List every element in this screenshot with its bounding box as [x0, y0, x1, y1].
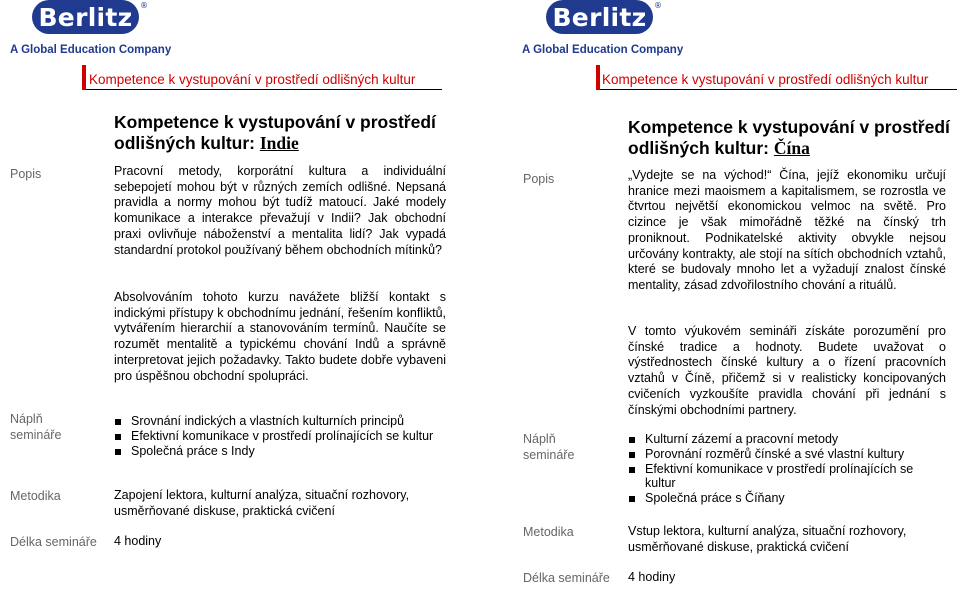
label-metodika: Metodika: [10, 489, 61, 503]
header-underline: [600, 89, 957, 90]
list-item: Porovnání rozměrů čínské a své vlastní kultury: [628, 447, 946, 462]
list-item: Kulturní zázemí a pracovní metody: [628, 432, 946, 447]
berlitz-logo: Berlitz: [546, 0, 653, 34]
label-popis: Popis: [10, 167, 42, 181]
napln-list: [114, 414, 440, 458]
popis-paragraph-2: Absolvováním tohoto kurzu navážete bližší kontakt s indickými přístupy k obchodnímu jednání, řešením konfliktů, vytvářením hierarchií a stanovováním termínů. Naučíte se rozumět mentalitě a typickému chování Indů a správně interpretovat jejich požadavky. Takto budete dobře vybaveni pro úspěšnou obchodní spolupráci.: [114, 290, 446, 383]
label-metodika: Metodika: [523, 525, 574, 539]
list-item: Společná práce s Číňany: [628, 491, 946, 506]
popis-paragraph-1: Pracovní metody, korporátní kultura a individuální sebepojetí mohou být v různých zemích odlišné. Nepsaná pravidla a normy mohou být tudíž matoucí. Jaké modely komunikace a interakce převažují v Indii? Jak obchodní praxi ovlivňuje náboženství a mentalita lidí? Jak vypadá standardní protokol používaný během obchodních mítinků?: [114, 164, 446, 257]
course-country: Čína: [773, 138, 810, 158]
label-napln: Náplň semináře: [523, 432, 575, 462]
metodika-text: Zapojení lektora, kulturní analýza, situační rozhovory, usměrňované diskuse, praktická cvičení: [114, 488, 410, 518]
delka-value: 4 hodiny: [628, 570, 676, 584]
course-title: Kompetence k vystupování v prostředí odlišných kultur: Čína: [628, 117, 950, 158]
list-item: Společná práce s Indy: [114, 444, 440, 459]
popis-paragraph-1: „Vydejte se na východ!“ Čína, jejíž ekonomiku určují hranice mezi maoismem a kapitalismem, se rozrostla ve čtvrtou největší ekonomickou velmoc na světě. Pro cizince je však mimořádně těžké na čínský trh proniknout. Podnikatelské aktivity obvykle nejsou určovány kontrakty, ale stojí na sítích obchodních vztahů, které se budovaly mnoho let a vyžadují znalost čínské mentality, zásad zdvořilostního chování a rituálů.: [628, 168, 946, 292]
list-item: Efektivní komunikace v prostředí prolínajících se kultur: [628, 462, 946, 492]
header-title: Kompetence k vystupování v prostředí odlišných kultur: [89, 72, 416, 87]
label-delka: Délka semináře: [523, 571, 610, 585]
header-accent-bar: [82, 65, 86, 90]
course-title: Kompetence k vystupování v prostředí odlišných kultur: Indie: [114, 112, 436, 153]
header-accent-bar: [596, 65, 600, 90]
napln-list: [628, 432, 946, 506]
popis-paragraph-2: V tomto výukovém semináři získáte porozumění pro čínské tradice a hodnoty. Budete uvažovat o výstřednostech čínské kultury a o řízení pracovních vztahů v Číně, přičemž si v realisticky koncipovaných cvičeních vyzkoušíte pravidla chování při jednání s čínskými obchodními partnery.: [628, 324, 946, 417]
label-napln: Náplň semináře: [10, 412, 62, 442]
header-title: Kompetence k vystupování v prostředí odlišných kultur: [602, 72, 929, 87]
berlitz-logo: Berlitz: [32, 0, 139, 34]
metodika-text: Vstup lektora, kulturní analýza, situační rozhovory, usměrňované diskuse, praktická cvičení: [628, 524, 907, 554]
list-item: Srovnání indických a vlastních kulturních principů: [114, 414, 440, 429]
delka-value: 4 hodiny: [114, 534, 162, 548]
label-popis: Popis: [523, 172, 555, 186]
registered-mark: ®: [140, 1, 148, 10]
course-country: Indie: [259, 133, 299, 153]
tagline: A Global Education Company: [10, 44, 172, 56]
registered-mark: ®: [654, 1, 662, 10]
header-underline: [86, 89, 442, 90]
right-course-sheet: [480, 0, 960, 594]
list-item: Efektivní komunikace v prostředí prolínajících se kultur: [114, 429, 440, 444]
label-delka: Délka semináře: [10, 535, 97, 549]
tagline: A Global Education Company: [522, 44, 684, 56]
